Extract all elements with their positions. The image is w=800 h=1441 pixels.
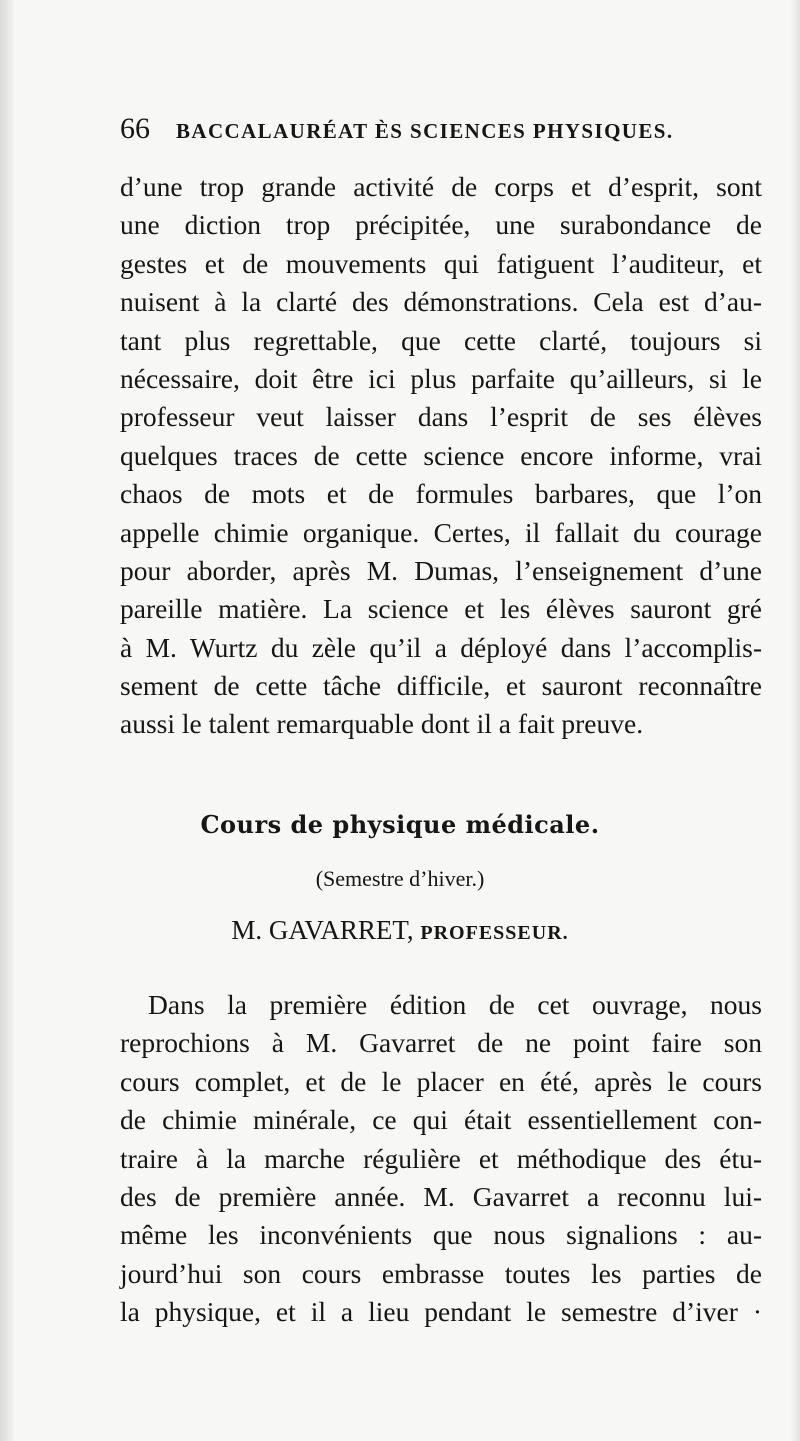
text-line: à M. Wurtz du zèle qu’il a déployé dans l’accomplis- (120, 631, 762, 663)
text-line: pareille matière. La science et les élèves sauront gré (120, 593, 762, 625)
text-line: des de première année. M. Gavarret a reconnu lui- (120, 1180, 762, 1212)
page-number: 66 (120, 112, 150, 145)
page-header (120, 112, 690, 152)
professor-name: M. GAVARRET, (231, 915, 414, 945)
text-line: appelle chimie organique. Certes, il fallait du courage (120, 516, 762, 548)
paragraph-2 (120, 986, 762, 1332)
text-line: quelques traces de cette science encore informe, vrai (120, 439, 762, 471)
text-line: professeur veut laisser dans l’esprit de ses élèves (120, 401, 762, 433)
professor-line (0, 915, 800, 946)
text-line: gestes et de mouvements qui fatiguent l’auditeur, et (120, 247, 762, 279)
text-line: tant plus regrettable, que cette clarté, toujours si (120, 324, 762, 356)
professor-title: PROFESSEUR. (420, 922, 569, 944)
text-line: chaos de mots et de formules barbares, que l’on (120, 478, 762, 510)
text-line: Dans la première édition de cet ouvrage, nous (148, 989, 762, 1020)
text-line: aussi le talent remarquable dont il a fait preuve. (120, 708, 644, 740)
section-title: Cours de physique médicale. (200, 810, 600, 839)
text-line: jourd’hui son cours embrasse toutes les parties de (120, 1257, 762, 1289)
page-right-edge (790, 0, 800, 1441)
text-line: traire à la marche régulière et méthodique des étu- (120, 1142, 762, 1174)
text-line: la physique, et il a lieu pendant le semestre d’iver · (120, 1296, 762, 1328)
text-line: même les inconvénients que nous signalions : au- (120, 1219, 762, 1251)
text-line: nuisent à la clarté des démonstrations. Cela est d’au- (120, 286, 762, 318)
text-line: cours complet, et de le placer en été, après le cours (120, 1065, 762, 1097)
running-head: BACCALAURÉAT ÈS SCIENCES PHYSIQUES. (176, 119, 674, 143)
text-line: nécessaire, doit être ici plus parfaite qu’ailleurs, si le (120, 362, 762, 394)
text-line: d’une trop grande activité de corps et d’esprit, sont (120, 171, 762, 202)
section-subtitle: (Semestre d’hiver.) (315, 866, 485, 891)
text-line: pour aborder, après M. Dumas, l’enseignement d’une (120, 554, 762, 586)
text-line: de chimie minérale, ce qui était essentiellement con- (120, 1104, 762, 1136)
text-line: reprochions à M. Gavarret de ne point faire son (120, 1027, 762, 1059)
page-left-edge (0, 0, 14, 1441)
text-line: sement de cette tâche difficile, et sauront reconnaître (120, 670, 762, 702)
paragraph-1 (120, 168, 762, 744)
text-line: une diction trop précipitée, une surabondance de (120, 209, 762, 241)
